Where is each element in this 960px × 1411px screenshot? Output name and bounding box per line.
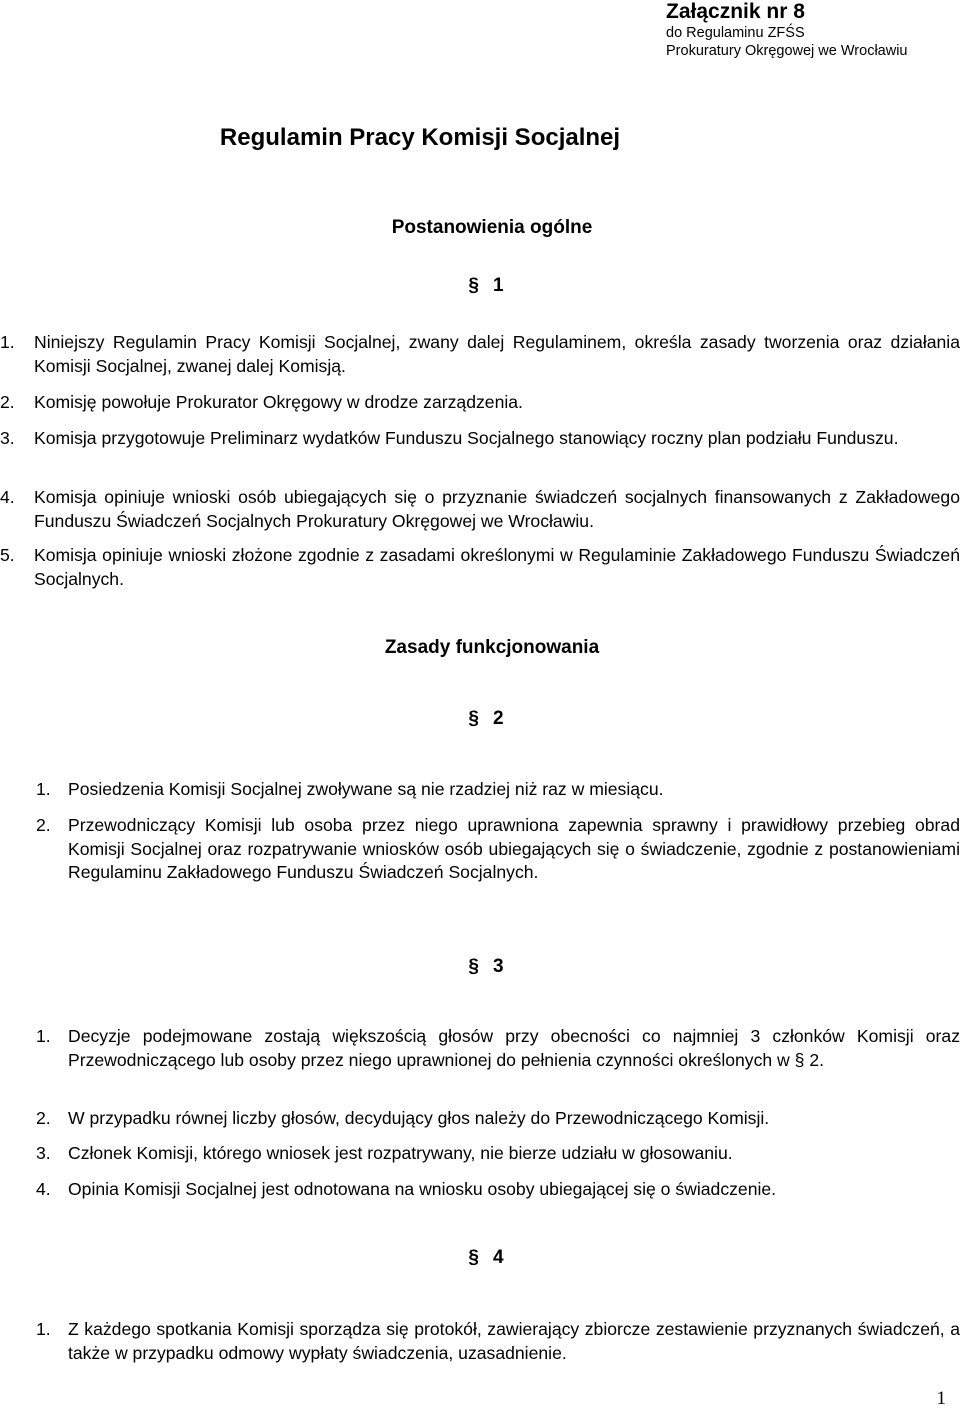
paragraph-number: 1 <box>493 275 504 296</box>
list-item <box>36 814 960 885</box>
paragraph-symbol: § <box>468 1247 479 1268</box>
paragraph-number: 3 <box>493 956 504 977</box>
paragraph-number: 2 <box>493 708 504 729</box>
list-item-number: 2. <box>36 815 51 835</box>
list-item <box>0 391 960 415</box>
list-item-text: Niniejszy Regulamin Pracy Komisji Socjalnej, zwany dalej Regulaminem, określa zasady tworzenia oraz działania Komisji Socjalnej, zwanej dalej Komisją. <box>34 332 960 376</box>
annex-line-1: do Regulaminu ZFŚS <box>666 25 805 41</box>
paragraph-symbol: § <box>468 708 479 729</box>
list-item <box>36 1107 960 1131</box>
annex-line-2: Prokuratury Okręgowej we Wrocławiu <box>666 43 908 59</box>
list-item-text: Komisja opiniuje wnioski osób ubiegających się o przyznanie świadczeń socjalnych finansowanych z Zakładowego Funduszu Świadczeń Socjalnych Prokuratury Okręgowej we Wrocławiu. <box>34 487 960 531</box>
list-item-text: Z każdego spotkania Komisji sporządza się protokół, zawierający zbiorcze zestawienie przyznanych świadczeń, a także w przypadku odmowy wypłaty świadczenia, uzasadnienie. <box>68 1319 960 1363</box>
paragraph-symbol: § <box>468 956 479 977</box>
section-title-general: Postanowienia ogólne <box>391 217 593 238</box>
list-item-number: 1. <box>36 1026 51 1046</box>
list-item <box>0 544 960 591</box>
paragraph-symbol: § <box>468 275 479 296</box>
list-item-text: Komisję powołuje Prokurator Okręgowy w drodze zarządzenia. <box>34 392 523 412</box>
list-item-number: 5. <box>0 545 15 565</box>
paragraph-heading-2 <box>0 707 960 731</box>
list-item <box>0 331 960 378</box>
list-item-number: 1. <box>36 1319 51 1339</box>
list-item <box>0 427 960 451</box>
list-item <box>36 1318 960 1365</box>
page-title: Regulamin Pracy Komisji Socjalnej <box>219 124 621 151</box>
paragraph-number: 4 <box>493 1247 504 1268</box>
list-item-text: Decyzje podejmowane zostają większością głosów przy obecności co najmniej 3 członków Komisji oraz Przewodniczącego lub osoby przez niego uprawnionej do pełnienia czynności określonych w § 2. <box>68 1026 960 1070</box>
page-number: 1 <box>936 1388 946 1409</box>
list-item-number: 2. <box>36 1108 51 1128</box>
list-item-number: 3. <box>0 428 15 448</box>
list-item-text: Komisja opiniuje wnioski złożone zgodnie z zasadami określonymi w Regulaminie Zakładowego Funduszu Świadczeń Socjalnych. <box>34 545 960 589</box>
list-item-text: Posiedzenia Komisji Socjalnej zwoływane są nie rzadziej niż raz w miesiącu. <box>68 779 664 799</box>
paragraph-heading-4 <box>0 1246 960 1270</box>
list-item-number: 4. <box>0 487 15 507</box>
annex-title: Załącznik nr 8 <box>666 0 805 23</box>
list-item-text: Opinia Komisji Socjalnej jest odnotowana na wniosku osoby ubiegającej się o świadczenie. <box>68 1179 777 1199</box>
list-item <box>36 1025 960 1072</box>
annex-header <box>666 0 907 60</box>
list-item <box>36 1142 960 1166</box>
section-title-rules: Zasady funkcjonowania <box>384 637 600 658</box>
list-item-number: 2. <box>0 392 15 412</box>
list-item-text: W przypadku równej liczby głosów, decydujący głos należy do Przewodniczącego Komisji. <box>68 1108 770 1128</box>
list-item <box>36 1178 960 1202</box>
paragraph-heading-3 <box>0 955 960 979</box>
paragraph-heading-1 <box>0 274 960 298</box>
list-item-number: 3. <box>36 1143 51 1163</box>
list-item-number: 1. <box>0 332 15 352</box>
list-item <box>0 486 960 533</box>
list-item-number: 4. <box>36 1179 51 1199</box>
list-item-text: Członek Komisji, którego wniosek jest rozpatrywany, nie bierze udziału w głosowaniu. <box>68 1143 733 1163</box>
list-item <box>36 778 960 802</box>
list-item-text: Przewodniczący Komisji lub osoba przez niego uprawniona zapewnia sprawny i prawidłowy przebieg obrad Komisji Socjalnej oraz rozpatrywanie wniosków osób ubiegających się o świadczenie, zgodnie z postanowieniami Regulaminu Zakładowego Funduszu Świadczeń Socjalnych. <box>68 815 960 882</box>
list-item-number: 1. <box>36 779 51 799</box>
list-item-text: Komisja przygotowuje Preliminarz wydatków Funduszu Socjalnego stanowiący roczny plan podziału Funduszu. <box>34 428 899 448</box>
